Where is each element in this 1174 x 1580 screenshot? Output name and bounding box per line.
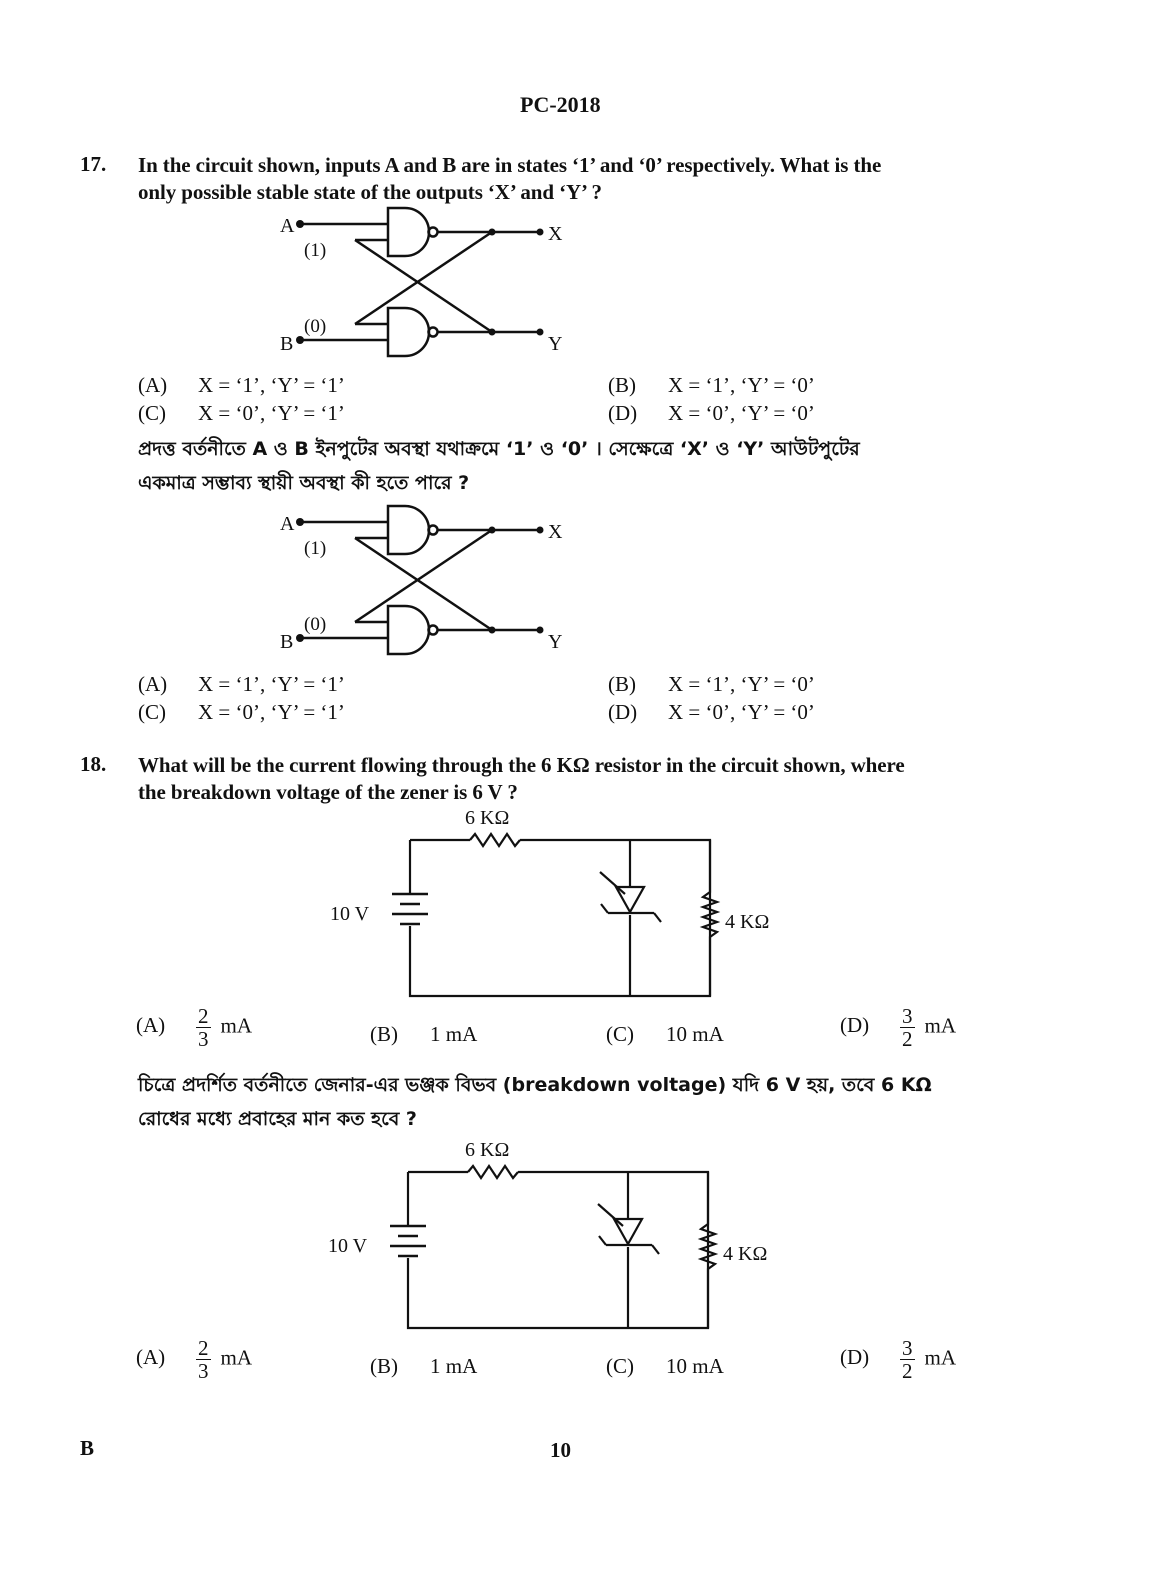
q17-option-d[interactable]: [608, 401, 815, 426]
option-text: X = ‘1’, ‘Y’ = ‘1’: [198, 672, 345, 696]
battery-10v-label: 10 V: [328, 1235, 368, 1257]
option-label: (D): [608, 700, 638, 724]
input-a-label: A: [280, 215, 295, 237]
option-text: X = ‘0’, ‘Y’ = ‘0’: [668, 700, 815, 724]
option-text: 10 mA: [666, 1022, 724, 1046]
option-label: (D): [840, 1013, 870, 1038]
option-label: (D): [608, 401, 638, 425]
question-17-text-en: [138, 152, 1038, 206]
page-number: 10: [550, 1438, 571, 1462]
option-label: (A): [136, 1013, 166, 1038]
option-label: (C): [138, 700, 166, 724]
option-unit: mA: [220, 1345, 252, 1370]
question-17-text-en-line1: In the circuit shown, inputs A and B are in states ‘1’ and ‘0’ respectively. What is the: [138, 153, 882, 177]
option-unit: mA: [924, 1345, 956, 1370]
fraction: [196, 1005, 211, 1050]
option-text: X = ‘0’, ‘Y’ = ‘1’: [198, 401, 345, 425]
question-17-text-bn-line2: একমাত্র সম্ভাব্য স্থায়ী অবস্থা কী হতে পারে ?: [138, 472, 470, 494]
q17-option-d-bn[interactable]: [608, 700, 815, 725]
option-label: (C): [606, 1354, 634, 1378]
question-18-text-bn-line2: রোধের মধ্যে প্রবাহের মান কত হবে ?: [138, 1108, 417, 1130]
set-code: B: [80, 1436, 95, 1460]
nand-latch-diagram-1: [270, 200, 590, 370]
q18-option-a[interactable]: [136, 1005, 252, 1050]
q18-option-c-bn[interactable]: [606, 1354, 724, 1379]
input-b-state: (0): [304, 316, 327, 337]
input-b-label: B: [280, 631, 294, 653]
fraction-denominator: 3: [198, 1027, 209, 1051]
option-label: (B): [608, 672, 636, 696]
q18-option-d-bn[interactable]: [840, 1337, 956, 1382]
resistor-4k-label: 4 KΩ: [725, 911, 770, 933]
option-text: X = ‘1’, ‘Y’ = ‘0’: [668, 373, 815, 397]
option-label: (C): [606, 1022, 634, 1046]
question-18-text-en-line2: the breakdown voltage of the zener is 6 V ?: [138, 780, 518, 804]
q17-option-c-bn[interactable]: [138, 700, 345, 725]
resistor-6k-label: 6 KΩ: [465, 807, 510, 829]
question-18-number: 18.: [80, 752, 107, 776]
fraction: [196, 1337, 211, 1382]
option-label: (C): [138, 401, 166, 425]
paper-code: PC-2018: [520, 92, 601, 117]
output-y-label: Y: [548, 631, 563, 653]
nand-latch-diagram-2: [270, 498, 590, 668]
option-label: (B): [608, 373, 636, 397]
output-x-label: X: [548, 223, 563, 245]
question-18-text-bn-line1: চিত্রে প্রদর্শিত বর্তনীতে জেনার-এর ভঞ্জক বিভব (breakdown voltage) যদি 6 V হয়, তবে 6 KΩ: [138, 1074, 932, 1096]
question-17-text-en-line2: only possible stable state of the outputs ‘X’ and ‘Y’ ?: [138, 180, 602, 204]
input-a-state: (1): [304, 240, 327, 261]
option-text: 1 mA: [430, 1022, 478, 1046]
question-17-text-bn-line1: প্রদত্ত বর্তনীতে A ও B ইনপুটের অবস্থা যথাক্রমে ‘1’ ও ‘0’ । সেক্ষেত্রে ‘X’ ও ‘Y’ আউটপুটের: [138, 438, 860, 460]
fraction-numerator: 2: [198, 1004, 209, 1028]
q18-option-a-bn[interactable]: [136, 1337, 252, 1382]
input-b-label: B: [280, 333, 294, 355]
question-17-text-bn: [138, 432, 1048, 500]
fraction: [900, 1005, 915, 1050]
fraction-numerator: 3: [902, 1336, 913, 1360]
option-text: 1 mA: [430, 1354, 478, 1378]
fraction: [900, 1337, 915, 1382]
question-18-text-en-line1: What will be the current flowing through the 6 KΩ resistor in the circuit shown, where: [138, 753, 905, 777]
question-18-text-en: [138, 752, 1038, 806]
q17-option-b[interactable]: [608, 373, 815, 398]
fraction-denominator: 2: [902, 1359, 913, 1383]
fraction-denominator: 2: [902, 1027, 913, 1051]
option-label: (B): [370, 1022, 398, 1046]
option-unit: mA: [220, 1013, 252, 1038]
option-label: (B): [370, 1354, 398, 1378]
zener-circuit-diagram-1: [320, 800, 790, 1005]
option-text: X = ‘0’, ‘Y’ = ‘1’: [198, 700, 345, 724]
fraction-numerator: 2: [198, 1336, 209, 1360]
option-text: 10 mA: [666, 1354, 724, 1378]
option-unit: mA: [924, 1013, 956, 1038]
option-label: (A): [138, 373, 168, 397]
option-label: (D): [840, 1345, 870, 1370]
fraction-numerator: 3: [902, 1004, 913, 1028]
output-y-label: Y: [548, 333, 563, 355]
option-text: X = ‘1’, ‘Y’ = ‘1’: [198, 373, 345, 397]
option-label: (A): [138, 672, 168, 696]
q17-option-a-bn[interactable]: [138, 672, 345, 697]
zener-circuit-diagram-2: [318, 1132, 788, 1337]
question-18-text-bn: [138, 1068, 1048, 1136]
resistor-4k-label: 4 KΩ: [723, 1243, 768, 1265]
option-label: (A): [136, 1345, 166, 1370]
fraction-denominator: 3: [198, 1359, 209, 1383]
q17-option-b-bn[interactable]: [608, 672, 815, 697]
q17-option-a[interactable]: [138, 373, 345, 398]
q18-option-b[interactable]: [370, 1022, 477, 1047]
input-b-state: (0): [304, 614, 327, 635]
q17-option-c[interactable]: [138, 401, 345, 426]
option-text: X = ‘0’, ‘Y’ = ‘0’: [668, 401, 815, 425]
option-text: X = ‘1’, ‘Y’ = ‘0’: [668, 672, 815, 696]
q18-option-c[interactable]: [606, 1022, 724, 1047]
q18-option-b-bn[interactable]: [370, 1354, 477, 1379]
q18-option-d[interactable]: [840, 1005, 956, 1050]
battery-10v-label: 10 V: [330, 903, 370, 925]
output-x-label: X: [548, 521, 563, 543]
input-a-label: A: [280, 513, 295, 535]
question-17-number: 17.: [80, 152, 107, 176]
resistor-6k-label: 6 KΩ: [465, 1139, 510, 1161]
input-a-state: (1): [304, 538, 327, 559]
